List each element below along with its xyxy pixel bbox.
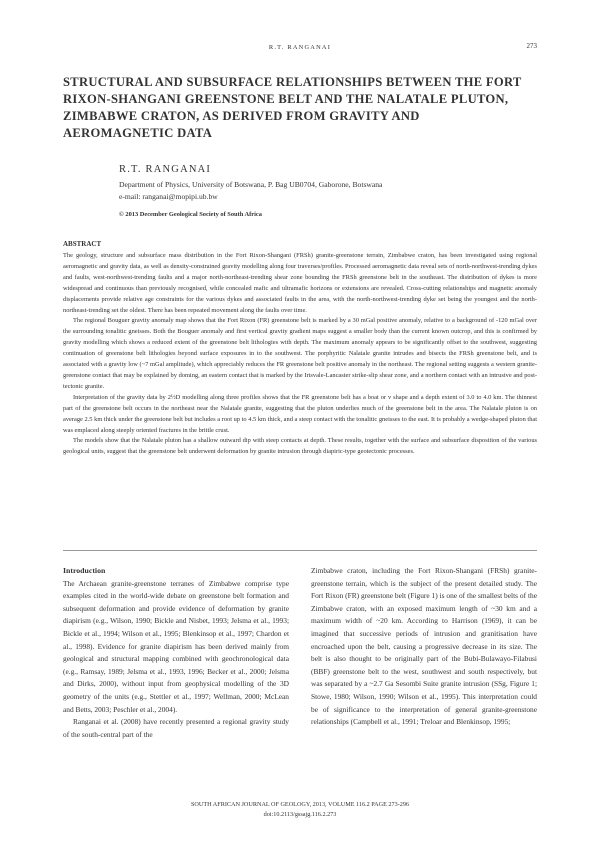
right-column	[311, 565, 537, 729]
abstract-body	[63, 251, 537, 458]
abstract-paragraph: The geology, structure and subsurface mass distribution in the Fort Rixon-Shangani (FRSh) granite-greenstone terrain, Zimbabwe craton, has been investigated using regional aeromagnetic and gravity data, as well as density-constrained gravity modelling along four traverses/profiles. Processed aeromagnetic data reveal sets of north-northwest-trending dykes and faults, west-northwest-trending faults and a major north-northeast-trending shear zone bounding the FRSh greenstone belt in the southeast. The distribution of dykes is more widespread and continuous than previously recognised, while concealed mafic and ultramafic horizons or extensions are revealed. Cross-cutting relationships and magnetic anomaly displacements provide relative age constraints for the various dykes and associated faults in the area, with the north-northwest-trending dyke set being the youngest and the north-northeast-trending set the oldest. There has been repeated movement along the faults over time.	[63, 252, 537, 314]
page-number: 273	[526, 42, 537, 50]
left-column	[63, 565, 289, 741]
abstract-paragraph: The regional Bouguer gravity anomaly map shows that the Fort Rixon (FR) greenstone belt is marked by a 30 mGal positive anomaly, relative to a background of -120 mGal over the surrounding tonalitic gneisses. Both the Bouguer anomaly and first vertical gravity gradient maps suggest a smaller body than the current known outcrop, and this is confirmed by gravity modelling which shows a reduced extent of the greenstone belt lithologies with depth. The maximum anomaly appears to be significantly offset to the southwest, suggesting continuation of greenstone belt lithologies beyond surface exposures in to the southwest. The porphyritic Nalatale granite intrudes and bisects the FRSh greenstone belt, and is associated with a gravity low (~7 mGal amplitude), which appreciably reduces the FR greenstone belt positive anomaly in the northeast. The regional setting suggests a western granite-greenstone contact that may be explained by doming, an eastern contact that is marked by the Irisvale-Lancaster strike-slip shear zone, and a northern contact with an intrusive and post-tectonic granite.	[63, 317, 537, 390]
author-name: R.T. RANGANAI	[119, 164, 212, 175]
author-email[interactable]: e-mail: ranganai@mopipi.ub.bw	[119, 192, 218, 201]
abstract-paragraph: The models show that the Nalatale pluton has a shallow outward dip with steep contacts at depth. These results, together with the surface and subsurface disposition of the various geological units, suggest that the greenstone belt underwent deformation by granite intrusion through diapiric-type geotectonic processes.	[63, 437, 537, 456]
body-paragraph: Zimbabwe craton, including the Fort Rixon-Shangani (FRSh) granite-greenstone terrain, which is the subject of the present detailed study. The Fort Rixon (FR) greenstone belt (Figure 1) is one of the smallest belts of the Zimbabwe craton, with an exposed maximum length of ~30 km and a maximum width of ~20 km. According to Harrison (1969), it can be imagined that successive periods of intrusion and granitisation have encroached upon the belt, causing a progressive decrease in its size. The belt is also thought to be originally part of the Bubi-Bulawayo-Filabusi (BBF) greenstone belt to the west, southwest and south respectively, but was separated by a ~2.7 Ga Sesombi Suite granite intrusion (SSg, Figure 1; Stowe, 1980; Wilson, 1990; Wilson et al., 1995). This interpretation could be of significance to the interpretation of general granite-greenstone relationships (Campbell et al., 1991; Treloar and Blenkinsop, 1995;	[311, 566, 537, 727]
article-title: STRUCTURAL AND SUBSURFACE RELATIONSHIPS BETWEEN THE FORT RIXON-SHANGANI GREENSTONE BELT AND THE NALATALE PLUTON, ZIMBABWE CRATON, AS DERIVED FROM GRAVITY AND AEROMAGNETIC DATA	[63, 75, 522, 140]
copyright-notice: © 2013 December Geological Society of South Africa	[119, 211, 262, 218]
introduction-heading: Introduction	[63, 566, 106, 575]
running-head: R.T. RANGANAI	[268, 44, 332, 51]
abstract-paragraph: Interpretation of the gravity data by 2½D modelling along three profiles shows that the FR greenstone belt has a boat or v shape and a depth extent of 3.0 to 4.0 km. The thinnest part of the greenstone belt occurs in the northeast near the Nalatale granite, suggesting that the pluton underlies much of the greenstone belt in the area. The Nalatale pluton is on average 2.5 km thick under the greenstone belt but includes a root up to 4.5 km thick, and a steep contact with the tonalitic gneisses to the east. It is probably a wedge-shaped pluton that was emplaced along steeply oriented fractures in the brittle crust.	[63, 393, 537, 434]
abstract-heading: ABSTRACT	[63, 240, 102, 248]
body-paragraph: The Archaean granite-greenstone terranes of Zimbabwe comprise type examples cited in the world-wide debate on greenstone belt formation and subsequent deformation and provide evidence of deformation by granite diapirism (e.g., Wilson, 1990; Bickle and Nisbet, 1993; Jelsma et al., 1993; Bickle et al., 1994; Wilson et al., 1995; Blenkinsop et al., 1997; Chardon et al., 1998). Evidence for granite diapirism has been derived mainly from geological and structural mapping combined with geochronological data (e.g., Ramsay, 1989; Jelsma et al., 1993, 1996; Becker et al., 2000; Jelsma and Dirks, 2000), without input from geophysical modelling of the 3D geometry of the units (e.g., Stettler et al., 1997; Wellman, 2000; McLean and Betts, 2003; Peschler et al., 2004).	[63, 578, 289, 714]
section-divider	[63, 550, 537, 551]
doi[interactable]: doi:10.2113/gssajg.116.2.273	[263, 811, 337, 818]
body-paragraph: Ranganai et al. (2008) have recently presented a regional gravity study of the south-central part of the	[63, 717, 289, 739]
page-footer	[0, 800, 600, 820]
author-affiliation: Department of Physics, University of Botswana, P. Bag UB0704, Gaborone, Botswana	[119, 180, 383, 189]
journal-citation: SOUTH AFRICAN JOURNAL OF GEOLOGY, 2013, VOLUME 116.2 PAGE 273-296	[190, 801, 410, 808]
